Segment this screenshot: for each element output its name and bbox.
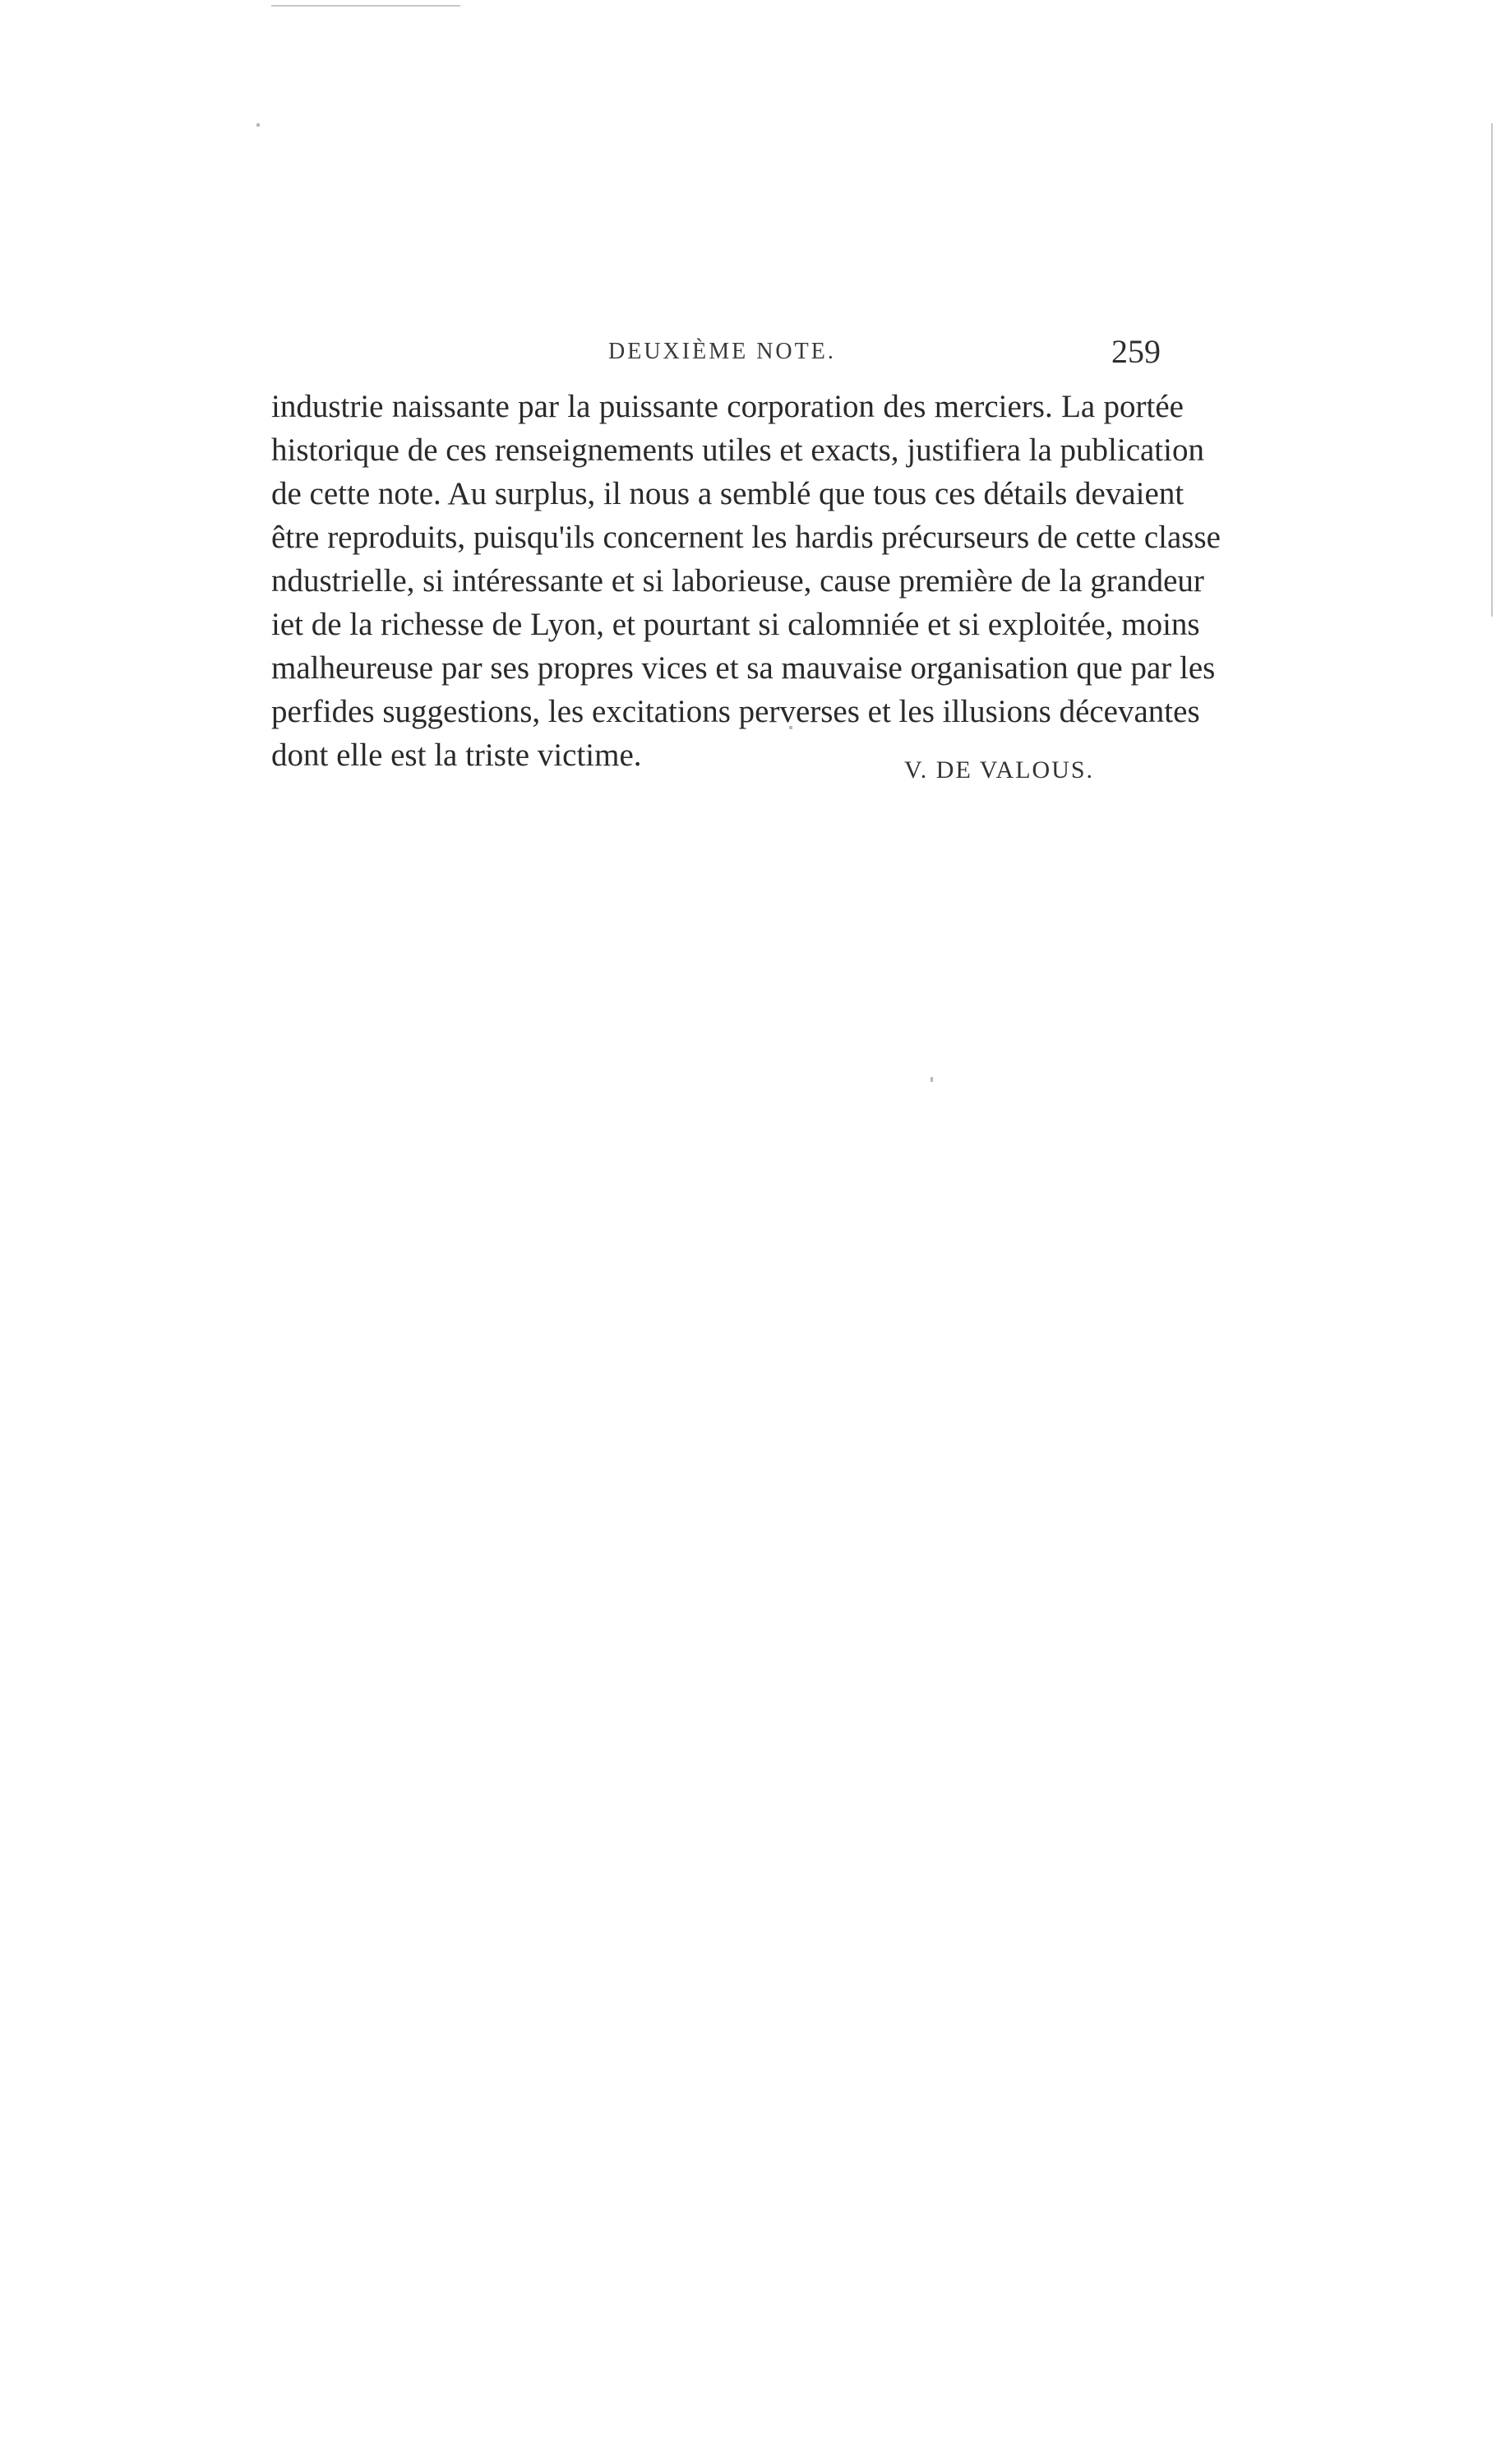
author-signature: V. DE VALOUS. (904, 756, 1095, 784)
page-number: 259 (1111, 333, 1161, 370)
scan-speck (930, 1077, 933, 1082)
text-line: de cette note. Au surplus, il nous a semblé que tous ces détails devaient (271, 476, 1184, 511)
scan-speck (256, 123, 260, 127)
text-line: malheureuse par ses propres vices et sa mauvaise organisation que par les (271, 650, 1216, 686)
text-line: industrie naissante par la puissante corporation des merciers. La portée (271, 389, 1184, 424)
body-paragraph (271, 385, 1221, 777)
scan-edge-mark-top (271, 5, 460, 7)
text-line: perfides suggestions, les excitations perverses et les illusions décevantes (271, 694, 1200, 729)
text-line: historique de ces renseignements utiles et exacts, justifiera la publication (271, 432, 1204, 468)
running-head-title: DEUXIÈME NOTE. (608, 339, 836, 364)
text-line: ndustrielle, si intéressante et si laborieuse, cause première de la grandeur (271, 563, 1204, 599)
text-line: être reproduits, puisqu'ils concernent les hardis précurseurs de cette classe (271, 520, 1221, 555)
text-line: dont elle est la triste victime. (271, 737, 642, 773)
scan-edge-mark-right (1491, 123, 1493, 617)
text-line: iet de la richesse de Lyon, et pourtant si calomniée et si exploitée, moins (271, 607, 1200, 642)
